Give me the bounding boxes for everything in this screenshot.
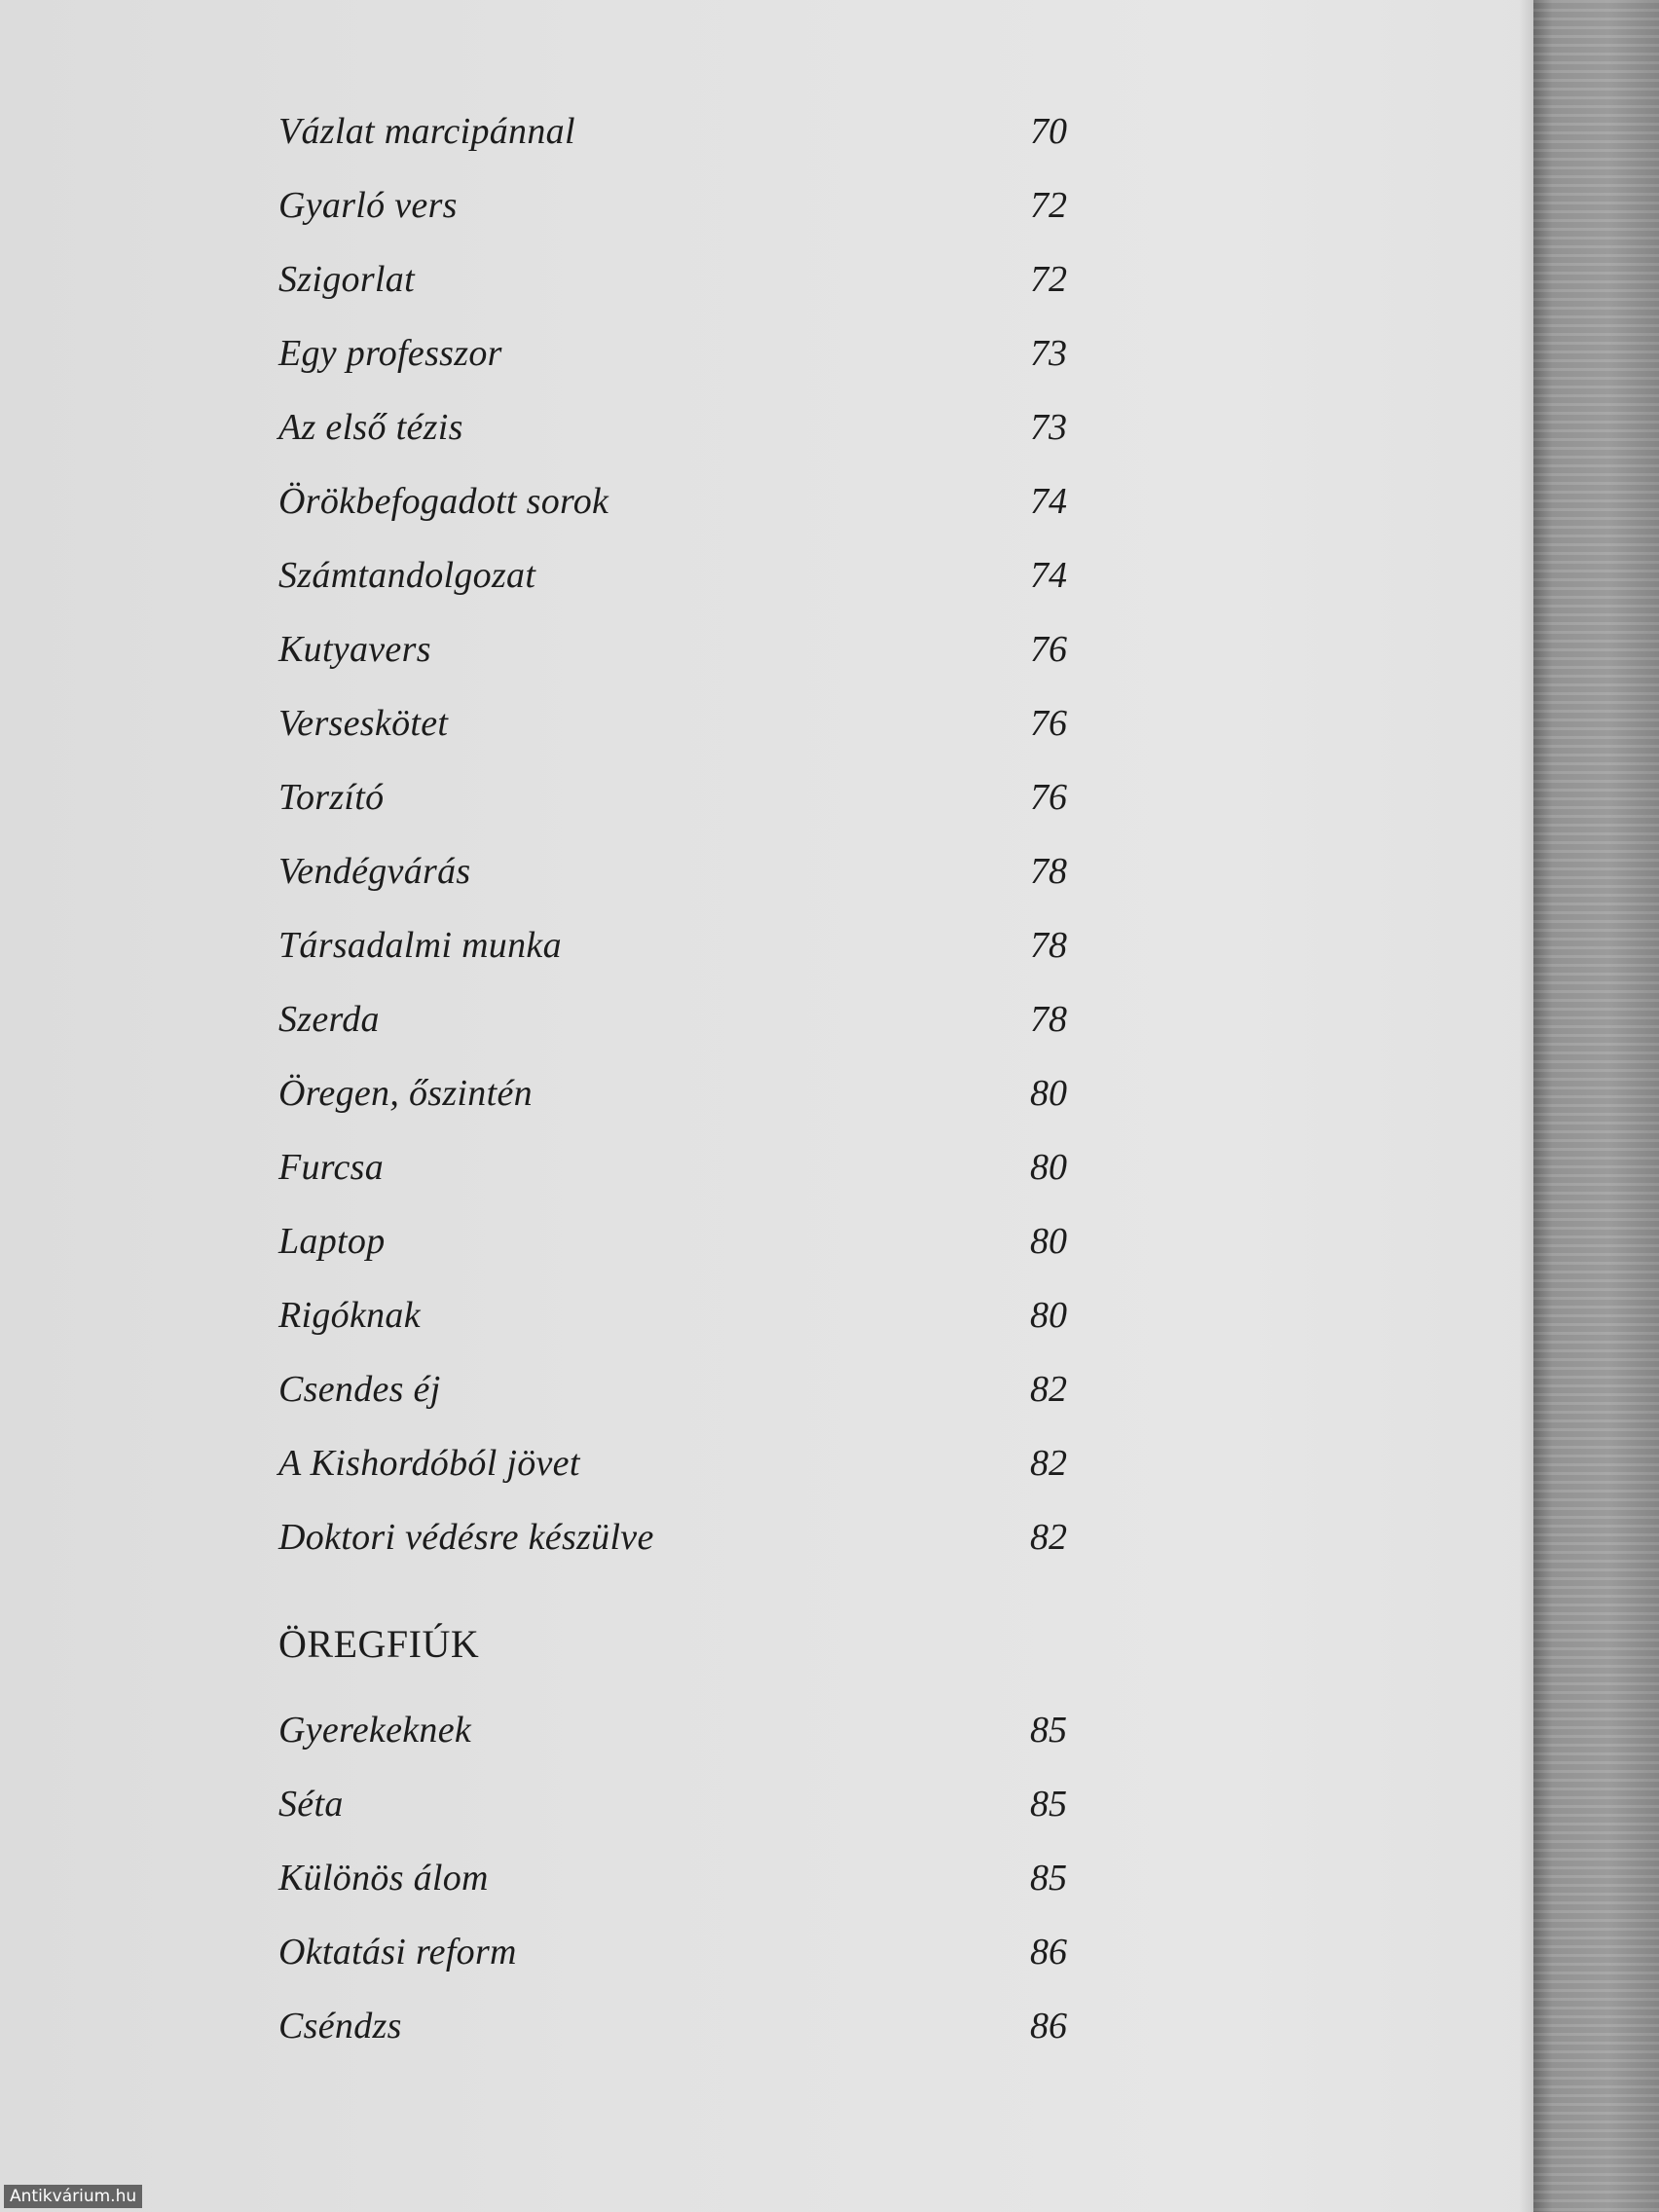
- toc-entry: [278, 768, 1067, 827]
- toc-entry: [278, 102, 1067, 161]
- section-heading-text: ÖREGFIÚK: [278, 1622, 480, 1666]
- toc-entry: [278, 1849, 1067, 1907]
- toc-entry-page: 72: [1030, 185, 1067, 226]
- toc-entry-title: Kutyavers: [278, 629, 431, 670]
- toc-entry-page: 78: [1030, 851, 1067, 892]
- toc-entry-page: 82: [1030, 1443, 1067, 1484]
- toc-entry-page: 76: [1030, 777, 1067, 818]
- toc-entry: [278, 990, 1067, 1049]
- toc-entry: [278, 842, 1067, 901]
- toc-entry-page: 82: [1030, 1517, 1067, 1558]
- toc-entry-title: Séta: [278, 1784, 344, 1825]
- toc-entry-title: Csendes éj: [278, 1369, 441, 1410]
- toc-entry: [278, 1064, 1067, 1123]
- toc-entry-page: 74: [1030, 481, 1067, 522]
- toc-entry-title: Gyarló vers: [278, 185, 458, 226]
- toc-entry-title: A Kishordóból jövet: [278, 1443, 580, 1484]
- toc-entry-title: Verseskötet: [278, 703, 449, 744]
- toc-entry: [278, 1360, 1067, 1419]
- toc-entry-page: 80: [1030, 1295, 1067, 1336]
- toc-entry-page: 85: [1030, 1784, 1067, 1825]
- background-surface: [1533, 0, 1659, 2212]
- toc-entry-page: 80: [1030, 1073, 1067, 1114]
- toc-entry-title: Különös álom: [278, 1858, 489, 1899]
- toc-entry-title: Egy professzor: [278, 333, 502, 374]
- toc-entry: [278, 250, 1067, 309]
- toc-entry-title: Oktatási reform: [278, 1932, 517, 1972]
- toc-entry: [278, 176, 1067, 235]
- toc-entry-page: 76: [1030, 629, 1067, 670]
- toc-entry: [278, 694, 1067, 753]
- toc-entry-title: Szigorlat: [278, 259, 415, 300]
- toc-entry-title: Társadalmi munka: [278, 925, 562, 966]
- toc-entry-page: 74: [1030, 555, 1067, 596]
- toc-entry-page: 86: [1030, 1932, 1067, 1972]
- toc-entry: [278, 1138, 1067, 1197]
- toc-entry: [278, 1508, 1067, 1567]
- toc-entry-title: Cséndzs: [278, 2006, 402, 2046]
- toc-entry-page: 80: [1030, 1221, 1067, 1262]
- toc-entry-page: 78: [1030, 925, 1067, 966]
- toc-entry-page: 76: [1030, 703, 1067, 744]
- toc-entry-title: Szerda: [278, 999, 380, 1040]
- toc-entry-title: Gyerekeknek: [278, 1710, 472, 1751]
- toc-entry: [278, 1923, 1067, 1981]
- toc-entry-page: 78: [1030, 999, 1067, 1040]
- toc-entry-page: 73: [1030, 407, 1067, 448]
- toc-entry-page: 85: [1030, 1710, 1067, 1751]
- toc-entry-title: Laptop: [278, 1221, 386, 1262]
- toc-entry-title: Örökbefogadott sorok: [278, 481, 609, 522]
- toc-entry-title: Rigóknak: [278, 1295, 421, 1336]
- toc-entry: [278, 1775, 1067, 1833]
- toc-entry-page: 73: [1030, 333, 1067, 374]
- toc-entry-page: 80: [1030, 1147, 1067, 1188]
- toc-entry: [278, 324, 1067, 383]
- toc-entry-title: Doktori védésre készülve: [278, 1517, 654, 1558]
- watermark: Antikvárium.hu: [4, 2185, 142, 2208]
- toc-entry-page: 70: [1030, 111, 1067, 152]
- toc-entry-page: 82: [1030, 1369, 1067, 1410]
- toc-entry: [278, 1701, 1067, 1759]
- toc-entry: [278, 398, 1067, 457]
- toc-entry: [278, 546, 1067, 605]
- toc-entry-title: Vendégvárás: [278, 851, 471, 892]
- toc-entry-title: Öregen, őszintén: [278, 1073, 533, 1114]
- section-heading: [278, 1616, 1067, 1675]
- toc-entry-title: Furcsa: [278, 1147, 385, 1188]
- toc-entry-title: Vázlat marcipánnal: [278, 111, 575, 152]
- toc-entry: [278, 472, 1067, 531]
- toc-entry-title: Számtandolgozat: [278, 555, 536, 596]
- toc-entry: [278, 1434, 1067, 1493]
- toc-entry-page: 85: [1030, 1858, 1067, 1899]
- toc-entry-page: 72: [1030, 259, 1067, 300]
- toc-entry: [278, 1212, 1067, 1271]
- toc-entry-title: Az első tézis: [278, 407, 463, 448]
- toc-entry-page: 86: [1030, 2006, 1067, 2046]
- toc-entry: [278, 620, 1067, 679]
- toc-entry: [278, 916, 1067, 975]
- toc-entry: [278, 1997, 1067, 2055]
- toc-entry: [278, 1286, 1067, 1345]
- toc-entry-title: Torzító: [278, 777, 385, 818]
